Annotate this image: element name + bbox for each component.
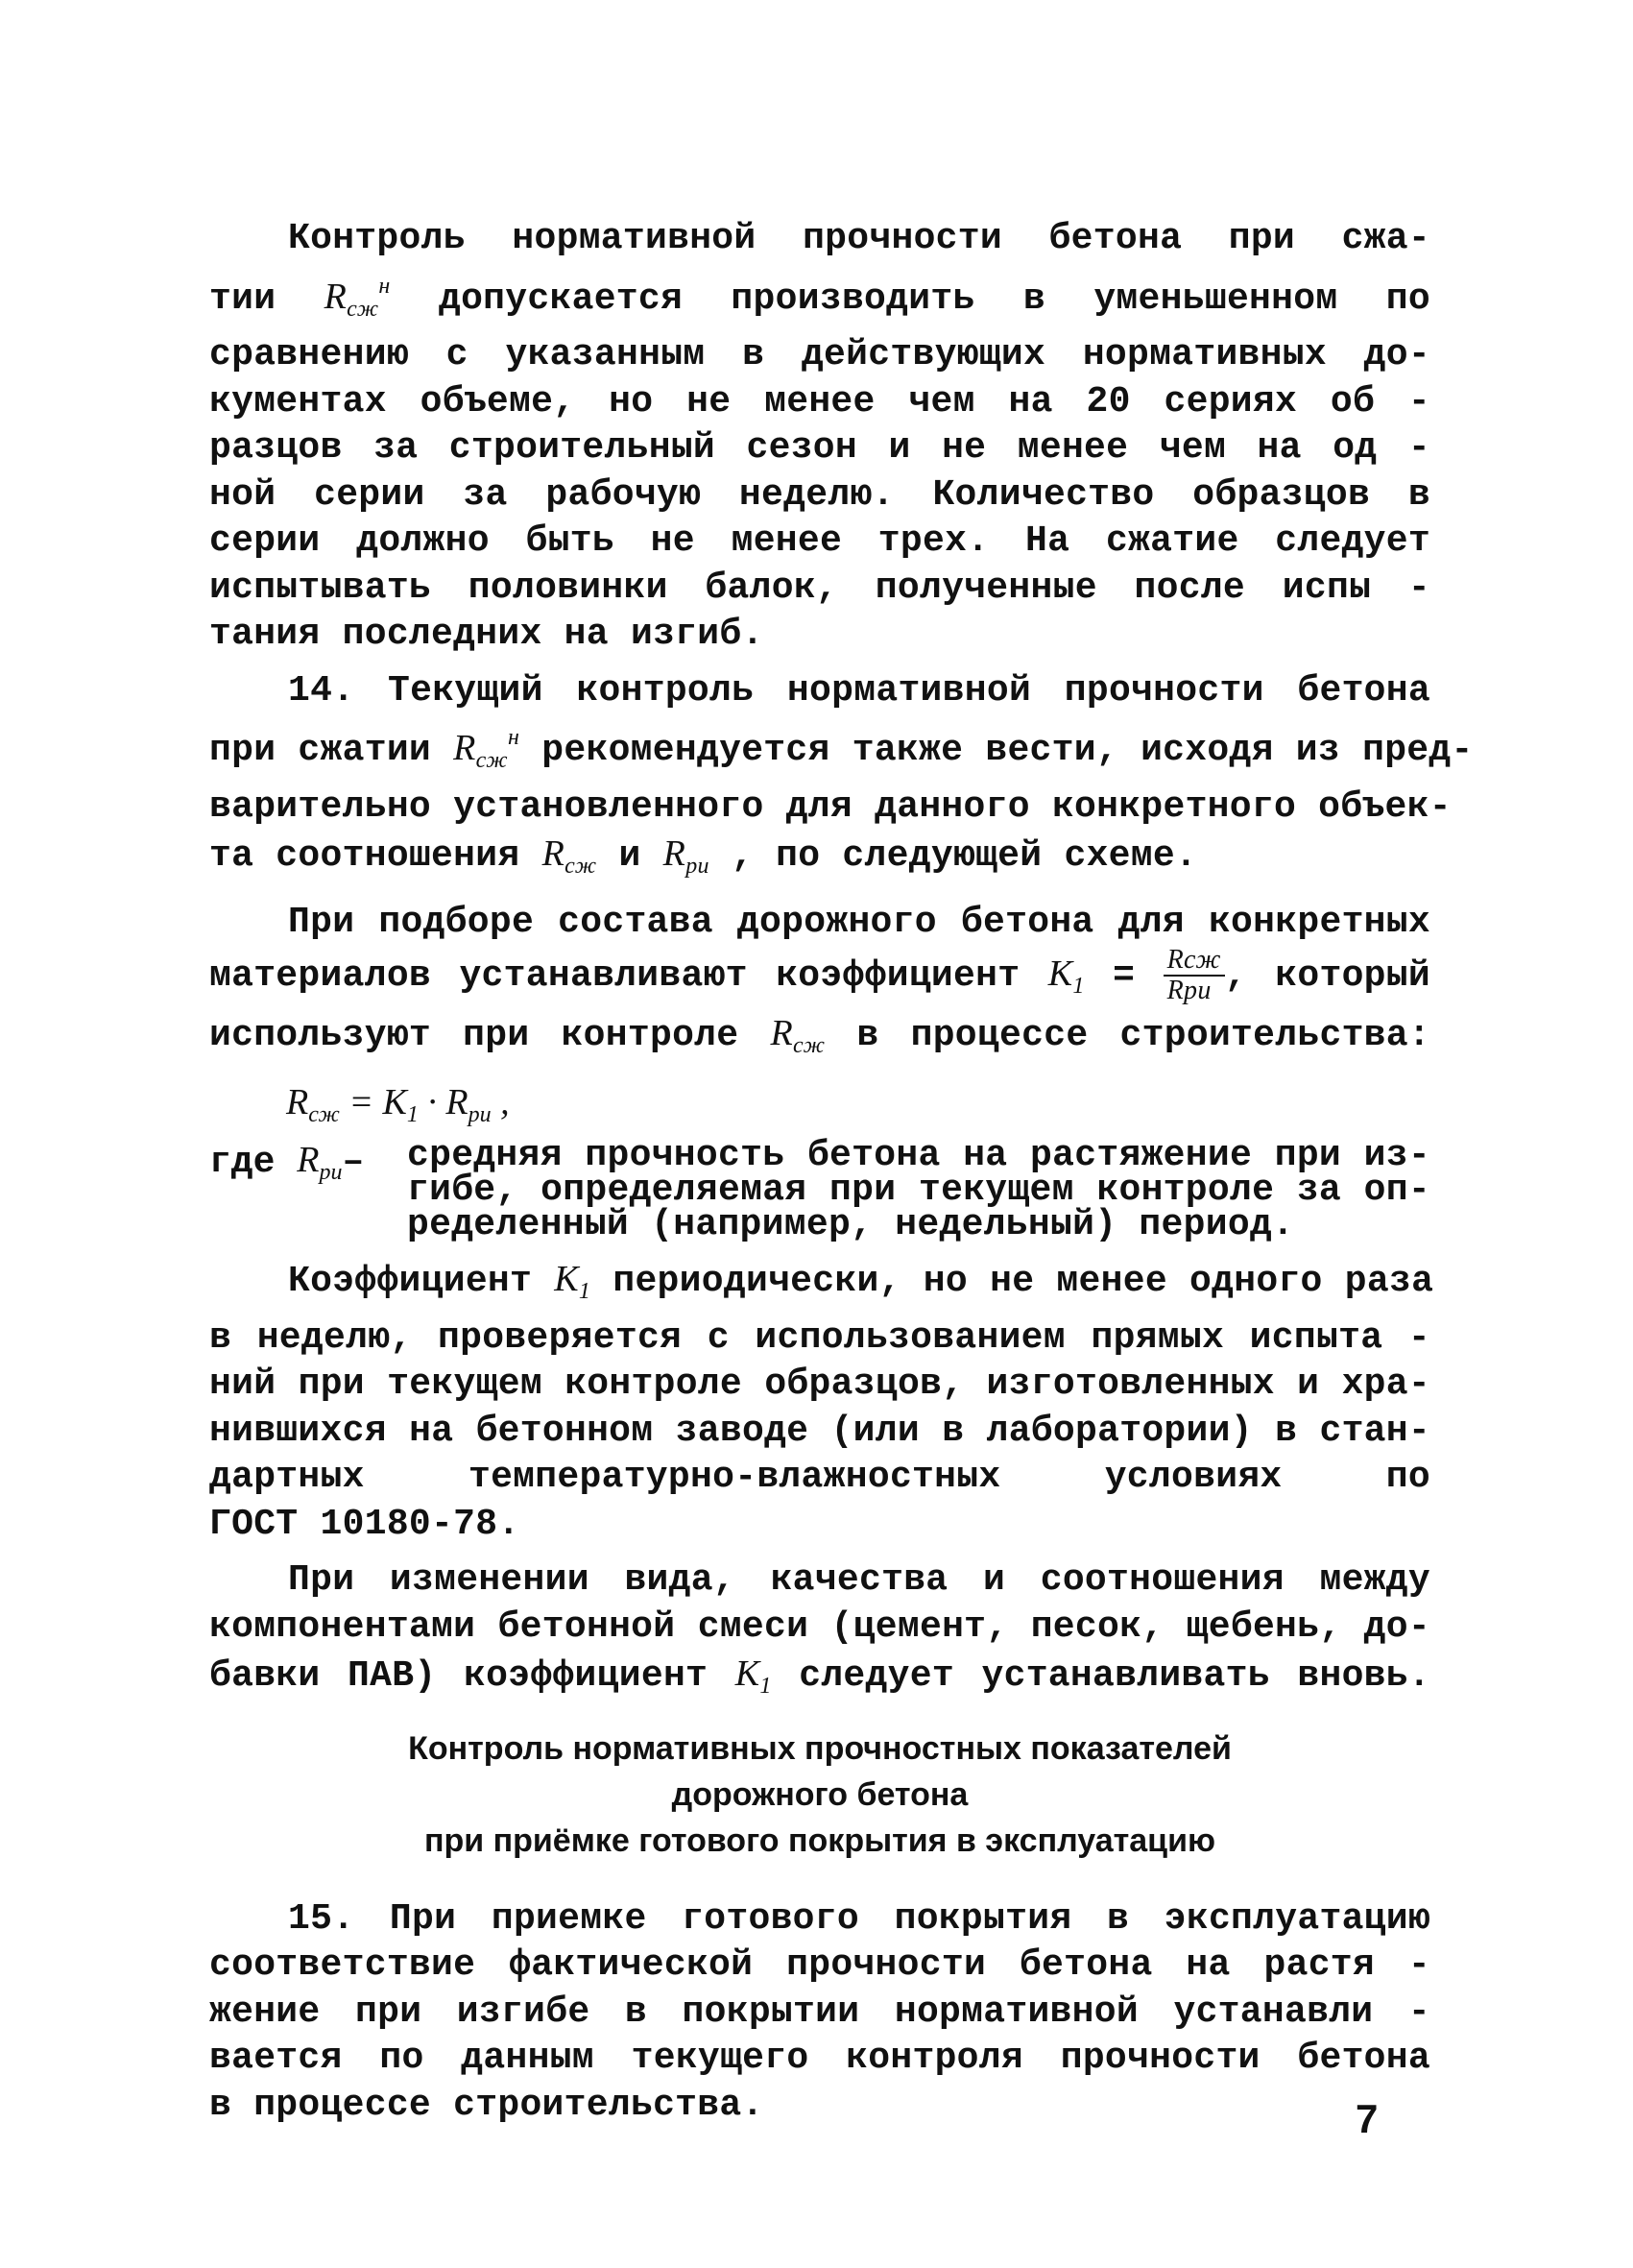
symbol-r-compression [541,833,597,879]
symbol-k1 [1047,953,1085,1000]
formula-legend [209,1135,1430,1246]
symbol-r-compression-normative [324,273,391,322]
symbol-letter: R [324,276,348,317]
symbol-subscript: сж [308,1102,340,1128]
text-line: дартных температурно-влажностных условиях по [209,1457,1430,1499]
symbol-letter: R [453,728,476,768]
text-fragment: тии [209,277,276,320]
symbol-k1 [554,1259,591,1305]
text-fragment: , по следующей схеме. [731,835,1198,877]
fraction-rcompression-over-rtension [1164,946,1225,1005]
symbol-letter: K [1047,953,1073,995]
symbol-r-tension [297,1140,343,1186]
symbol-r-compression [770,1012,826,1058]
text-line: варительно установленного для данного конкретного объек- [209,785,1452,828]
text-line: испытывать половинки балок, полученные после испы - [209,567,1430,609]
symbol-subscript: 1 [759,1674,772,1700]
page-number: 7 [1356,2096,1379,2141]
text-line: компонентами бетонной смеси (цемент, песок, щебень, до- [209,1605,1430,1648]
text-line: разцов за строительный сезон и не менее чем на од - [209,427,1430,469]
heading-line: Контроль нормативных прочностных показателей [408,1729,1232,1767]
text-line [209,946,1430,1010]
symbol-subscript: сж [793,1032,826,1058]
section-heading [209,1725,1430,1864]
legend-definition [407,1135,1430,1246]
paragraph-normative-control [209,216,1430,659]
text-line: При изменении вида, качества и соотношения между [288,1559,1430,1602]
text-fragment: материалов устанавливают коэффициент [209,955,1021,998]
heading-line: при приёмке готового покрытия в эксплуатацию [423,1822,1216,1859]
text-fragment: используют при контроле [209,1014,739,1056]
text-line: жение при изгибе в покрытии нормативной устанавли - [209,1991,1430,2033]
symbol-letter: K [734,1653,760,1695]
text-fragment: , который [1224,955,1430,998]
symbol-superscript: н [507,725,520,750]
fraction-denominator: Rри [1166,976,1212,1005]
symbol-letter: R [662,833,686,874]
symbol-letter: R [541,833,565,874]
text-line: Контроль нормативной прочности бетона при сжа- [288,218,1430,259]
text-line: серии должно быть не менее трех. На сжатие следует [209,520,1430,562]
text-line: соответствие фактической прочности бетона на растя - [209,1944,1430,1987]
symbol-superscript: н [378,273,391,299]
formula-rcompression [209,1078,1430,1139]
paragraph-14 [209,668,1474,890]
formula-comma: , [500,1082,510,1123]
text-fragment: периодически, но не менее одного раза [612,1261,1434,1303]
symbol-r-tension [662,833,709,879]
text-fragment: в процессе строительства: [856,1014,1430,1056]
symbol-letter: K [554,1259,579,1300]
text-line: При подборе состава дорожного бетона для конкретных [288,901,1430,943]
symbol-subscript: ри [468,1102,492,1128]
text-line: ной серии за рабочую неделю. Количество образцов в [209,473,1430,516]
symbol-letter: R [770,1012,794,1053]
text-line [209,1256,1434,1315]
equals-sign: = [1113,955,1136,998]
text-line [209,714,1474,784]
text-line: ределенный (например, недельный) период. [407,1204,1295,1246]
legend-dash: – [342,1142,365,1184]
fraction-numerator: Rсж [1164,946,1225,977]
text-fragment: следует устанавливать вновь. [799,1655,1430,1698]
symbol-letter: R [445,1082,468,1123]
heading-line: дорожного бетона [671,1775,969,1813]
text-line: вается по данным текущего контроля прочности бетона [209,2038,1430,2080]
symbol-subscript: 1 [578,1279,591,1305]
symbol-k1 [734,1653,772,1700]
where-label: где [209,1142,276,1184]
text-line: сравнению с указанным в действующих нормативных до- [209,334,1430,375]
text-line: тания последних на изгиб. [209,614,764,655]
text-line: средняя прочность бетона на растяжение при из- [407,1135,1430,1177]
paragraph-15 [209,1896,1430,2130]
text-line: гибе, определяемая при текущем контроле за оп- [407,1170,1430,1212]
text-fragment: и [618,835,641,877]
text-fragment: та соотношения [209,835,520,877]
legend-term [209,1139,407,1243]
page-body [209,216,1474,2138]
text-line [209,1651,1430,1710]
text-line [209,831,1430,890]
text-line [209,263,1430,333]
text-line: в процессе строительства. [209,2084,764,2126]
symbol-subscript: ри [319,1160,343,1186]
symbol-subscript: ри [685,854,709,879]
text-line: ний при текущем контроле образцов, изготовленных и хра- [209,1363,1430,1406]
symbol-subscript: сж [475,748,508,773]
paragraph-coefficient [209,1256,1434,1548]
symbol-r-compression-normative [453,725,520,773]
text-line: кументах объеме, но не менее чем на 20 сериях об - [209,380,1430,422]
equals-sign: = [348,1082,374,1123]
text-fragment: рекомендуется также вести, исходя из пред- [541,730,1474,771]
paragraph-composition-change [209,1557,1430,1710]
paragraph-selection [209,900,1430,1070]
multiply-dot: · [427,1082,437,1123]
symbol-subscript: сж [564,854,597,879]
text-fragment: Коэффициент [288,1261,533,1303]
text-line: ГОСТ 10180-78. [209,1503,520,1545]
symbol-letter: R [286,1082,309,1123]
text-line: в неделю, проверяется с использованием прямых испыта - [209,1316,1430,1359]
symbol-letter: R [297,1140,320,1181]
text-line [209,1010,1430,1070]
text-fragment: бавки ПАВ) коэффициент [209,1655,708,1698]
text-line: нившихся на бетонном заводе (или в лаборатории) в стан- [209,1410,1430,1452]
symbol-subscript: 1 [406,1102,419,1128]
symbol-subscript: 1 [1072,974,1085,1000]
text-line: 15. При приемке готового покрытия в эксплуатацию [288,1897,1430,1940]
symbol-subscript: сж [347,296,379,322]
symbol-letter: K [382,1082,407,1123]
text-line: 14. Текущий контроль нормативной прочности бетона [288,669,1430,712]
text-fragment: допускается производить в уменьшенном по [438,277,1430,320]
text-fragment: при сжатии [209,730,432,771]
